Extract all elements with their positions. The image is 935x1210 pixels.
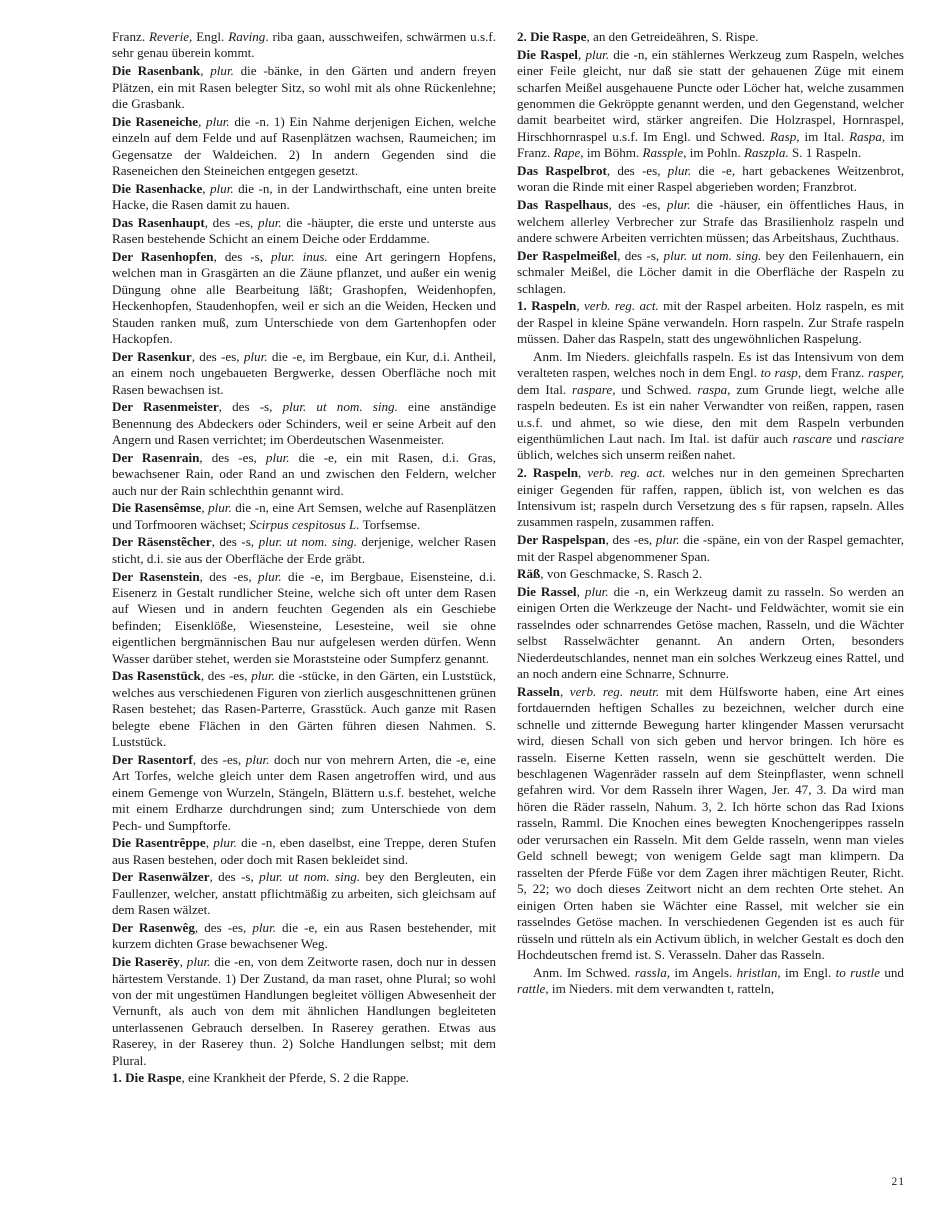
entry-text: und Schwed. <box>615 381 698 397</box>
entry-text: im Nieders. mit dem verwandten t, ratteln, <box>548 981 775 997</box>
dictionary-entry <box>112 668 496 750</box>
left-column <box>112 29 496 1088</box>
italic-text: plur. ut nom. sing. <box>282 399 398 415</box>
headword: Der Rasenhopfen <box>112 248 214 264</box>
italic-text: plur. ut nom. sing. <box>258 534 357 550</box>
italic-text: plur. ut nom. sing. <box>663 247 762 263</box>
entry-text: , des -es, <box>199 449 266 465</box>
entry-text: . riba gaan, ausschweifen, schwärmen u.s.f. sehr genau überein kommt. <box>112 29 496 61</box>
headword: Die Rassel <box>517 583 577 599</box>
italic-text: plur. <box>667 163 692 178</box>
dictionary-entry <box>112 399 496 448</box>
entry-text: im Ital. <box>799 128 850 144</box>
entry-text: , des -s, <box>617 247 664 263</box>
italic-text: Scirpus cespitosus L. <box>249 516 360 532</box>
entry-text: , des -es, <box>204 214 259 230</box>
headword: 1. Raspeln <box>517 298 577 314</box>
dictionary-entry <box>112 215 496 248</box>
dictionary-entry <box>112 869 496 918</box>
entry-text: die -e, im Bergbaue, ein Kur, d.i. Antheil, an einem noch ungebaueten Bergwerke, dessen Oberfläche noch mit Rasen bewachsen ist. <box>112 348 497 397</box>
italic-text: Rape, <box>553 145 584 161</box>
entry-text: , <box>200 63 211 79</box>
entry-text: mit dem Hülfsworte haben, eine Art eines fortdauernden heftigen Schalles zu bezeichnen, welcher durch eine schnelle und zitternde Bewegung harter klingender Massen verursacht wird, diesen Schall von sich geben und hervor bringen. Ich höre es rasseln. Eiserne Ketten rasseln, wenn sie geschüttelt werden. Die beschlagenen Wagenräder rasseln auf dem Steinpflaster, wenn schnell gefahren wird. Vor dem Rasseln ihrer Wagen, Jer. 47, 3. Da wird man hören die Räder rasseln, Nahum. 3, 2. Ich hörte schon das Rad Ixions rasseln, Ramml. Die Knochen eines bewegten Knochengerippes rasseln oder verursachen ein Rasseln. Mit dem Gelde rasseln, wenn man vieles Geld schnell bewegt; von wenigem Gelde sagt man klimpern. Da rasselten der Pferde Füße vor dem Zagen ihrer mächtigen Reuter, Richt. 5, 22; wo doch dieses Zeitwort nicht an dem rechten Orte stehet. An einigen Orten haben sie Wächter eine Rassel, mit welcher sie ein rasselndes Getöse machen. In verschiedenen Gegenden ist es auch für rüsseln und rütteln als ein Activum üblich, in welcher Gestalt es doch den Hochdeutschen fremd ist. S. Verasseln. Daher das Rasseln. <box>517 683 904 962</box>
dictionary-entry <box>112 534 496 567</box>
italic-text: verb. reg. act. <box>583 298 659 314</box>
headword: Das Rasenstück <box>112 668 201 684</box>
entry-text: eine Art geringern Hopfens, welchen man in Grasgärten an die Zäune pflanzet, und außer ein wenig Düngung ohne alle Bearbeitung läßt; Grashopfen, Weidenhopfen, Heckenhopfen, Staudenhopfen, weil er sich an die Weiden, Hecken und Stauden ranken muß, zum Unterschiede von dem Gartenhopfen oder Hackopfen. <box>112 248 497 347</box>
dictionary-entry <box>112 954 496 1069</box>
headword: Rasseln <box>517 683 560 699</box>
entry-text: , <box>202 180 210 196</box>
entry-text: , <box>201 500 209 516</box>
italic-text: to rasp, <box>760 365 802 381</box>
italic-text: verb. reg. act. <box>587 465 666 481</box>
entry-text: die -e, ein mit Rasen, d.i. Gras, bewachsener Rain, oder Rand an und zwischen den Feldern, welcher auch nur der Rain schlechthin genannt wird. <box>112 449 496 498</box>
page-number: 21 <box>891 1176 905 1188</box>
headword: Die Rasensêmse <box>112 500 202 516</box>
italic-text: rassla, <box>634 964 671 980</box>
italic-text: plur. <box>252 920 276 936</box>
headword: Die Rasenhacke <box>112 180 203 196</box>
italic-text: plur. <box>243 348 268 364</box>
entry-text: die -n. 1) Ein Nahme derjenigen Eichen, welche einzeln auf dem Felde und auf Rasenplätzen wachsen, Raumeichen; im Gegensatze der Waldeichen. 2) In andern Gegenden sind die Raseneichen den Steineichen entgegen gesetzt. <box>112 113 496 178</box>
italic-text: rasciare <box>860 431 905 446</box>
italic-text: hristlan, <box>736 964 781 980</box>
entry-text: , des -es, <box>608 197 667 213</box>
italic-text: verb. reg. neutr. <box>569 683 660 699</box>
entry-text: , des -es, <box>200 668 252 684</box>
annotation-paragraph <box>517 349 904 464</box>
italic-text: Raszpla. <box>744 145 789 161</box>
entry-text: Anm. Im Nieders. gleichfalls raspeln. Es ist das Intensivum von dem veralteten raspen, welches noch in dem Engl. <box>517 348 904 381</box>
headword: Der Raspelmeißel <box>517 247 618 263</box>
entry-text: derjenige, welcher Rasen sticht, d.i. sie aus der Oberfläche der Erde gräbt. <box>112 534 497 566</box>
italic-text: plur. <box>213 835 237 851</box>
headword: Räß <box>517 566 541 582</box>
entry-text: die -en, von dem Zeitworte rasen, doch nur in dessen härtestem Verstande. 1) Der Zustand, da man raset, ohne Plural; so wohl von der mit ungestümen Handlungen begleitet völligen Abwesenheit der Vernunft, als auch von dem mit ähnlichen Handlungen begleiteten unterlassenen Gebrauch derselben. In Raserey gerathen. Etwas aus Raserey, in der Raserey thun. 2) Solche Handlungen selbst; mit dem Plural. <box>112 954 496 1068</box>
italic-text: plur. <box>655 532 680 548</box>
dictionary-entry <box>517 532 904 565</box>
dictionary-entry <box>112 29 496 62</box>
entry-text: Engl. <box>192 29 229 44</box>
dictionary-entry <box>112 181 496 214</box>
entry-text: und <box>879 964 904 980</box>
dictionary-entry <box>112 349 496 398</box>
italic-text: plur. <box>245 751 270 767</box>
italic-text: raspa, <box>697 381 731 397</box>
entry-text: , von Geschmacke, S. Rasch 2. <box>540 566 703 582</box>
headword: Der Rasenstein <box>112 568 200 584</box>
entry-text: doch nur von mehrern Arten, die -e, eine Art Torfes, welche gleich unter dem Rasen angetroffen wird, und aus einem Gemenge von Wurzeln, Stängeln, Blättern u.s.f. bestehet, welche mit einem Erdharze durchdrungen sind; zum Unterschiede von dem Pech- und Sumpftorfe. <box>112 751 496 833</box>
dictionary-entry <box>517 465 904 531</box>
entry-text: zum Grunde liegt, welche alle raspeln bedeuten. Es ist ein naher Verwandter von reißen, rappen, rasen u.s.f. und ahmet, so wie diese, den mit dem Raspeln verbunden eigenthümlichen Laut nach. Im Ital. ist dafür auch <box>517 381 905 446</box>
right-column <box>517 29 904 999</box>
entry-text: die -häupter, die erste und unterste aus Rasen bestehende Schicht an einem Deiche oder Erddamme. <box>112 214 496 247</box>
entry-text: dem Franz. <box>801 365 868 381</box>
italic-text: plur. <box>208 500 232 516</box>
entry-text: im Engl. <box>780 964 836 980</box>
headword: 1. Die Raspe <box>112 1070 182 1086</box>
entry-text: , <box>179 954 187 970</box>
dictionary-entry <box>517 566 904 582</box>
dictionary-entry <box>517 584 904 683</box>
entry-text: , des -es, <box>199 568 258 584</box>
dictionary-entry <box>517 684 904 964</box>
entry-text: , <box>559 683 570 699</box>
entry-text: die -e, hart gebackenes Weitzenbrot, woran die Rinde mit einer Raspel abgerieben worden; Franzbrot. <box>517 163 905 195</box>
dictionary-entry <box>517 29 904 45</box>
entry-text: die -n, eben daselbst, eine Treppe, deren Stufen aus Rasen bestehen, oder doch mit Rasen bekleidet sind. <box>112 835 497 867</box>
dictionary-entry <box>112 1070 496 1086</box>
entry-text: , des -s, <box>209 869 260 885</box>
entry-text: und <box>832 431 861 446</box>
italic-text: plur. <box>258 568 282 584</box>
dictionary-entry <box>112 752 496 834</box>
italic-text: rattle, <box>517 981 549 997</box>
dictionary-entry <box>517 47 904 162</box>
headword: Das Raspelbrot <box>517 163 607 178</box>
entry-text: die -häuser, ein öffentliches Haus, in welchem allerley Verbrecher zur Strafe das Brasilienholz raspeln und andere schwere Arbeiten verrichten müssen; das Arbeitshaus, Zuchthaus. <box>517 197 904 245</box>
entry-text: üblich, welches sich unserm reißen nahet. <box>517 447 736 463</box>
dictionary-entry <box>112 114 496 180</box>
entry-text: welches nur in den gemeinen Sprecharten einiger Gegenden für raffen, rappen, üblich ist, von welchen es das Intensivum ist; raspeln durch Versetzung des s für rapsen, rapseln. Alles zusammen raspeln, zusammen raffen. <box>517 465 904 530</box>
entry-text: bey den Bergleuten, ein Faullenzer, welcher, anstatt pflichtmäßig zu arbeiten, sich gleichsam auf dem Rasen wälzet. <box>112 869 497 918</box>
entry-text: Franz. <box>112 29 150 44</box>
entry-text: , <box>576 583 585 599</box>
entry-text: , des -es, <box>192 751 246 767</box>
entry-text: , <box>205 835 214 851</box>
italic-text: plur. <box>666 197 691 213</box>
dictionary-entry <box>517 197 904 246</box>
entry-text: , eine Krankheit der Pferde, S. 2 die Rappe. <box>181 1070 410 1086</box>
entry-text: , <box>578 465 588 481</box>
entry-text: die -späne, ein von der Raspel gemachter, mit der Raspel abgenommener Span. <box>517 532 904 564</box>
entry-text: eine anständige Benennung des Abdeckers oder Schinders, weil er seine Arbeit auf den Angern und Rasen verrichtet; im Oberdeutschen Wasenmeister. <box>112 399 497 448</box>
italic-text: plur. <box>265 449 290 465</box>
dictionary-entry <box>517 163 904 196</box>
entry-text: , <box>198 113 207 129</box>
headword: Der Raspelspan <box>517 532 606 548</box>
headword: Das Raspelhaus <box>517 197 609 213</box>
entry-text: Anm. Im Schwed. <box>533 964 635 980</box>
entry-text: , des -es, <box>191 348 244 364</box>
dictionary-entry <box>517 298 904 347</box>
headword: Die Raserēy <box>112 954 180 970</box>
entry-text: bey den Feilenhauern, ein schmaler Meißel, die Löcher damit in die Oberfläche der Raspeln zu schlagen. <box>517 247 904 296</box>
italic-text: rasper, <box>867 365 904 381</box>
italic-text: Raving <box>228 29 266 44</box>
headword: Der Rasenrain <box>112 449 200 465</box>
italic-text: Rasp, <box>770 128 800 144</box>
headword: Die Raseneiche <box>112 113 199 129</box>
dictionary-entry <box>112 63 496 112</box>
dictionary-entry <box>112 450 496 499</box>
entry-text: , des -s, <box>218 399 283 415</box>
entry-text: die -e, im Bergbaue, Eisensteine, d.i. Eisenerz in Gestalt rundlicher Steine, welche sich oft unter dem Rasen auf Wiesen und in andern feuchten Gegenden als ein Geschiebe befinden; Eisenklöße, Wiesensteine, Lesesteine, weil sie ohne eigentlichen bergmännischen Bau nur aufgelesen werden dürfen. Wenn Wasser darüber stehet, werden sie Moraststeine oder Sumpferz genannt. <box>112 568 497 666</box>
entry-text: , <box>576 298 584 314</box>
entry-text: S. 1 Raspeln. <box>788 145 862 161</box>
headword: Der Rasenwälzer <box>112 869 210 885</box>
italic-text: plur. <box>585 46 610 62</box>
entry-text: die -bänke, in den Gärten und andern freyen Plätzen, ein mit Rasen belegter Sitz, so wohl mit als ohne Rückenlehne; die Grasbank. <box>112 63 496 111</box>
headword: Die Raspel <box>517 46 578 62</box>
italic-text: plur. <box>251 668 275 684</box>
headword: Der Rasenmeister <box>112 399 219 415</box>
entry-text: , <box>577 46 586 62</box>
entry-text: , des -s, <box>211 534 259 550</box>
italic-text: rascare <box>792 431 833 446</box>
italic-text: Raspa, <box>849 128 886 144</box>
dictionary-entry <box>112 835 496 868</box>
entry-text: , des -es, <box>606 163 668 178</box>
dictionary-entry <box>112 920 496 953</box>
italic-text: plur. <box>206 113 230 129</box>
headword: Das Rasenhaupt <box>112 214 205 230</box>
entry-text: , des -es, <box>605 532 656 548</box>
entry-text: dem Ital. <box>517 381 572 397</box>
italic-text: plur. <box>210 63 234 79</box>
entry-text: die -n, ein Werkzeug damit zu rasseln. So werden an einigen Orten die Werkzeuge der Nacht- und Feldwächter, womit sie ein rasselndes oder schnarrendes Getöse machen, Rasseln, und die Wächter selbst Rasselwächter genannt. An andern Orten, besonders Niederdeutschlandes, nennet man ein solches Werkzeug eines Rattel, und an noch andern eine Schnarre, Schnurre. <box>517 583 905 682</box>
italic-text: Rassple, <box>642 145 687 161</box>
italic-text: plur. <box>210 180 234 196</box>
annotation-paragraph <box>517 965 904 998</box>
headword: Der Rasentorf <box>112 751 193 767</box>
entry-text: die -n, eine Art Semsen, welche auf Rasenplätzen und Torfmooren wächset; <box>112 500 496 532</box>
entry-text: im Angels. <box>670 964 737 980</box>
entry-text: die -stücke, in den Gärten, ein Luststück, welches aus verschiedenen Figuren von zierlich ausgeschnittenen grünen Rasen bestehet; das Rasen-Parterre, Grasstück. Auch ganze mit Rasen belegte ebene Flächen in den Gärten führen diesen Nahmen. S. Luststück. <box>112 668 497 750</box>
entry-text: , des -s, <box>213 248 271 264</box>
dictionary-entry <box>112 569 496 668</box>
dictionary-entry <box>112 249 496 348</box>
italic-text: plur. <box>258 214 282 230</box>
entry-text: , an den Getreideähren, S. Rispe. <box>586 29 759 44</box>
italic-text: plur. inus. <box>271 248 328 264</box>
dictionary-entry <box>517 248 904 297</box>
entry-text: , des -es, <box>194 920 253 936</box>
italic-text: Reverie, <box>149 29 193 44</box>
headword: 2. Raspeln <box>517 465 578 481</box>
entry-text: die -n, ein stählernes Werkzeug zum Raspeln, welches einer Feile gleicht, nur daß sie statt der gehauenen Züge mit einem scharfen Meißel ausgehauene Puncte oder Löcher hat, welche zusammen genommen die Gekröppte genannt werden, und den Gegenstand, welcher damit bearbeitet wird, stärker angreifen. Die Holzraspel, Hornraspel, Hirschhornraspel u.s.f. Im Engl. und Schwed. <box>517 46 904 144</box>
italic-text: plur. <box>186 954 211 970</box>
italic-text: raspare, <box>571 381 616 397</box>
entry-text: Torfsemse. <box>359 516 421 532</box>
entry-text: im Böhm. <box>583 145 643 161</box>
headword: Der Rasenkur <box>112 348 192 364</box>
headword: 2. Die Raspe <box>517 29 587 44</box>
entry-text: mit der Raspel arbeiten. Holz raspeln, es mit der Raspel in kleine Späne verwandeln. Horn raspeln. Zur Strafe raspeln müssen. Daher das Raspeln, statt des ungewöhnlichen Raspelung. <box>517 298 904 347</box>
headword: Der Rasenwêg <box>112 920 195 936</box>
italic-text: to rustle <box>835 964 880 980</box>
dictionary-entry <box>112 500 496 533</box>
italic-text: plur. ut nom. sing. <box>259 869 361 885</box>
entry-text: im Pohln. <box>686 145 744 161</box>
entry-text: im Franz. <box>517 128 904 161</box>
headword: Der Räsenstẽcher <box>112 534 212 550</box>
entry-text: die -e, ein aus Rasen bestehender, mit kurzem dichten Grase bewachsener Weg. <box>112 920 497 952</box>
italic-text: plur. <box>584 583 609 599</box>
headword: Die Rasenbank <box>112 63 201 79</box>
headword: Die Rasentrêppe <box>112 835 206 851</box>
entry-text: die -n, in der Landwirthschaft, eine unten breite Hacke, die Rasen damit zu hauen. <box>112 180 497 213</box>
